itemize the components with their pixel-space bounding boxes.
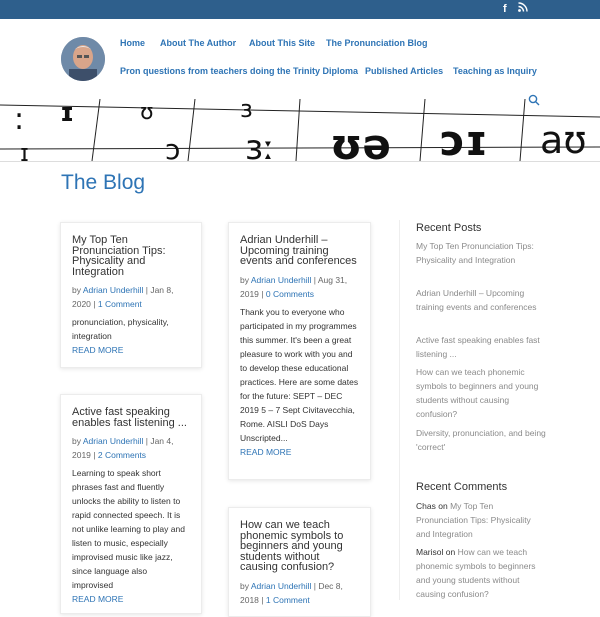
- phonemic-chart-image: [0, 99, 600, 161]
- nav-about-site[interactable]: About This Site: [249, 38, 315, 48]
- post-author-link[interactable]: Adrian Underhill: [82, 285, 144, 295]
- facebook-icon[interactable]: f: [503, 3, 507, 15]
- post-card: [228, 507, 371, 617]
- post-comments-link[interactable]: 1 Comment: [265, 594, 310, 605]
- svg-text:ɔɪ: ɔɪ: [440, 116, 488, 161]
- post-excerpt: Learning to speak short phrases fast and fluently unlocks the ability to listen to rapid connected speech. It is not unlike learning to play and listen to music, especially improvised music like jazz, since language also improvised: [72, 468, 185, 590]
- comment-post-link[interactable]: My Top Ten Pronunciation Tips: Physicality and Integration: [416, 501, 531, 539]
- post-title[interactable]: Adrian Underhill – Upcoming training events and conferences: [240, 234, 357, 267]
- svg-text:ɔ: ɔ: [165, 133, 181, 161]
- sidebar-divider: [399, 220, 400, 600]
- post-excerpt: Thank you to everyone who participated in my programmes this summer. It's been a great pleasure to work with you and to develop these educational practices. Here are some dates for the future: SEPT – DEC 2019 5 – 7 Sept Civitavecchia, Rome. AISLI DoS Days Unscripted...: [240, 306, 359, 443]
- author-avatar[interactable]: [61, 37, 105, 81]
- page-title: The Blog: [61, 171, 146, 194]
- recent-post-item[interactable]: How can we teach phonemic symbols to beginners and young students without causing confusion?: [416, 367, 539, 419]
- recent-post-item[interactable]: Active fast speaking enables fast listening ...: [416, 335, 540, 359]
- read-more-link[interactable]: READ MORE: [72, 345, 124, 355]
- post-card: [60, 394, 202, 614]
- post-meta: by Adrian Underhill | Jan 8, 2020 | 1 Comment: [72, 285, 174, 309]
- post-card: [60, 222, 202, 368]
- recent-posts-heading: Recent Posts: [416, 222, 482, 234]
- top-bar: [0, 0, 600, 19]
- post-comments-link[interactable]: 2 Comments: [97, 450, 147, 460]
- recent-comments-heading: Recent Comments: [416, 481, 508, 493]
- nav-home[interactable]: Home: [120, 38, 146, 48]
- read-more-link[interactable]: READ MORE: [240, 446, 292, 457]
- nav-about-author[interactable]: About The Author: [160, 38, 237, 48]
- post-title[interactable]: Active fast speaking enables fast listening ...: [72, 406, 187, 429]
- post-comments-link[interactable]: 1 Comment: [97, 299, 142, 309]
- svg-text:ɜː: ɜː: [245, 128, 275, 161]
- recent-post-item[interactable]: My Top Ten Pronunciation Tips: Physicality and Integration: [416, 241, 534, 265]
- post-author-link[interactable]: Adrian Underhill: [82, 436, 144, 446]
- svg-text:ʊə: ʊə: [330, 120, 391, 161]
- post-card: [228, 222, 371, 480]
- site-header: [0, 19, 600, 100]
- post-title[interactable]: How can we teach phonemic symbols to beginners and young students without causing confusion?: [240, 519, 344, 573]
- post-excerpt: pronunciation, physicality, integration: [72, 317, 169, 341]
- recent-post-item[interactable]: Adrian Underhill – Upcoming training events and conferences: [416, 288, 537, 312]
- phonemic-banner: [0, 99, 600, 162]
- post-meta: by Adrian Underhill | Dec 8, 2018 | 1 Comment: [240, 580, 343, 605]
- recent-comment-item: Chas on My Top Ten Pronunciation Tips: Physicality and Integration: [416, 501, 531, 539]
- post-meta: by Adrian Underhill | Aug 31, 2019 | 0 Comments: [240, 274, 348, 299]
- search-icon[interactable]: [528, 93, 540, 105]
- comment-author: Chas: [416, 501, 436, 511]
- nav-pronunciation-blog[interactable]: The Pronunciation Blog: [326, 38, 428, 48]
- comment-author: Marisol: [416, 547, 444, 557]
- post-meta: by Adrian Underhill | Jan 4, 2019 | 2 Comments: [72, 436, 174, 460]
- svg-text:ʊ: ʊ: [140, 100, 154, 125]
- post-author-link[interactable]: Adrian Underhill: [250, 580, 312, 591]
- rss-icon[interactable]: [518, 2, 528, 16]
- svg-text:aʊ: aʊ: [540, 118, 587, 161]
- nav-pron-questions[interactable]: Pron questions from teachers doing the Trinity Diploma: [120, 66, 359, 76]
- read-more-link[interactable]: READ MORE: [72, 594, 124, 604]
- svg-text:ɪ: ɪ: [20, 139, 29, 161]
- svg-text::: :: [14, 102, 25, 137]
- svg-text:ɜ: ɜ: [240, 99, 253, 123]
- nav-published-articles[interactable]: Published Articles: [365, 66, 444, 76]
- comment-post-link[interactable]: How can we teach phonemic symbols to beginners and young students without causing confusion?: [416, 547, 536, 599]
- post-title[interactable]: My Top Ten Pronunciation Tips: Physicality and Integration: [72, 234, 166, 278]
- post-author-link[interactable]: Adrian Underhill: [250, 274, 312, 285]
- svg-text:ɪ: ɪ: [60, 99, 75, 128]
- recent-post-item[interactable]: Diversity, pronunciation, and being 'correct': [416, 428, 546, 452]
- recent-comment-item: Marisol on How can we teach phonemic symbols to beginners and young students without causing confusion?: [416, 547, 536, 599]
- post-comments-link[interactable]: 0 Comments: [265, 288, 315, 299]
- nav-teaching-inquiry[interactable]: Teaching as Inquiry: [453, 66, 537, 76]
